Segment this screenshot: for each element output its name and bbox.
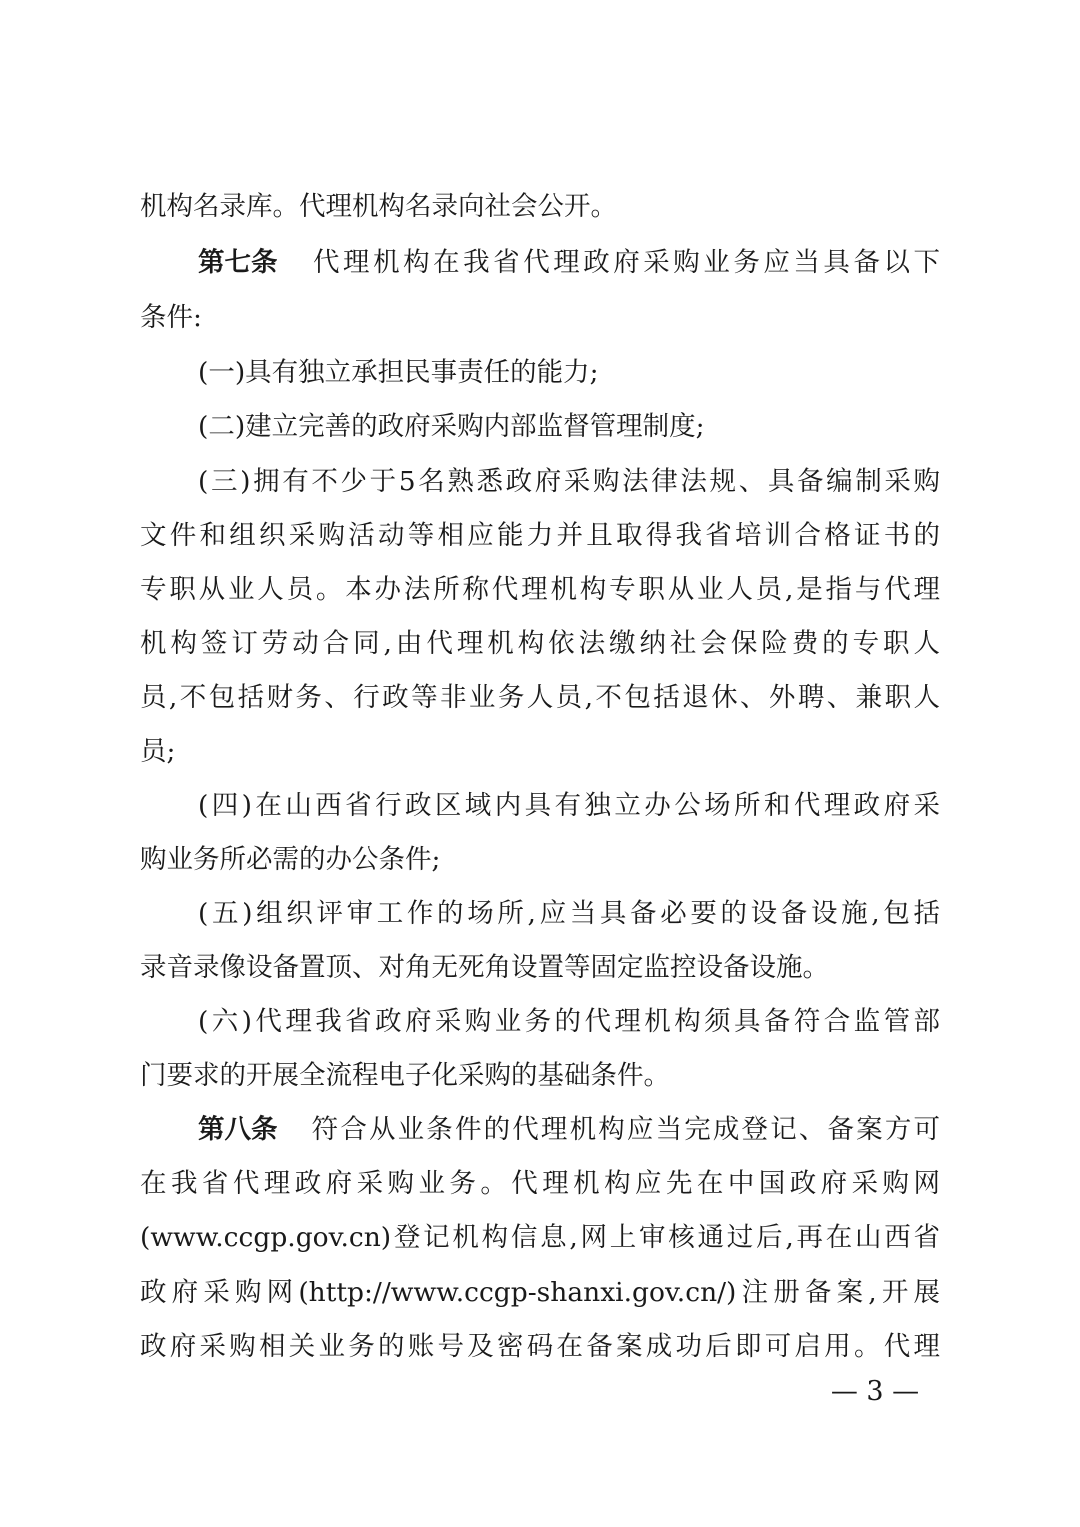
paragraph-line: 机构签订劳动合同,由代理机构依法缴纳社会保险费的专职人 [140, 628, 940, 659]
paragraph-line: 条件: [140, 302, 202, 333]
list-item-1: (一)具有独立承担民事责任的能力; [198, 357, 599, 388]
article-8-heading-line [198, 1110, 940, 1150]
paragraph-line: 文件和组织采购活动等相应能力并且取得我省培训合格证书的 [140, 520, 940, 551]
article-7-heading-line [198, 243, 940, 283]
page-number: — 3 — [830, 1376, 920, 1407]
list-item-6: (六)代理我省政府采购业务的代理机构须具备符合监管部 [198, 1006, 940, 1037]
list-item-5: (五)组织评审工作的场所,应当具备必要的设备设施,包括 [198, 898, 940, 929]
paragraph-line: 购业务所必需的办公条件; [140, 844, 441, 875]
paragraph-line: 专职从业人员。本办法所称代理机构专职从业人员,是指与代理 [140, 574, 940, 605]
paragraph-line: 政府采购相关业务的账号及密码在备案成功后即可启用。代理 [140, 1331, 940, 1362]
paragraph-line: 政府采购网(http://www.ccgp-shanxi.gov.cn/)注册备案,开展 [140, 1277, 940, 1308]
list-item-2: (二)建立完善的政府采购内部监督管理制度; [198, 411, 705, 442]
list-item-4: (四)在山西省行政区域内具有独立办公场所和代理政府采 [198, 790, 940, 821]
paragraph-line: 门要求的开展全流程电子化采购的基础条件。 [140, 1060, 670, 1091]
paragraph-line: 员,不包括财务、行政等非业务人员,不包括退休、外聘、兼职人 [140, 682, 940, 713]
paragraph-line: 录音录像设备置顶、对角无死角设置等固定监控设备设施。 [140, 952, 829, 983]
list-item-3: (三)拥有不少于5名熟悉政府采购法律法规、具备编制采购 [198, 466, 940, 497]
article-8-text: 符合从业条件的代理机构应当完成登记、备案方可 [309, 1114, 940, 1145]
paragraph-line: (www.ccgp.gov.cn)登记机构信息,网上审核通过后,再在山西省 [140, 1222, 940, 1253]
article-7-text: 代理机构在我省代理政府采购业务应当具备以下 [309, 247, 940, 278]
article-7-label: 第七条 [198, 247, 278, 278]
article-8-label: 第八条 [198, 1114, 278, 1145]
paragraph-line: 在我省代理政府采购业务。代理机构应先在中国政府采购网 [140, 1168, 940, 1199]
paragraph-line: 员; [140, 736, 176, 767]
paragraph-line: 机构名录库。代理机构名录向社会公开。 [140, 191, 617, 222]
